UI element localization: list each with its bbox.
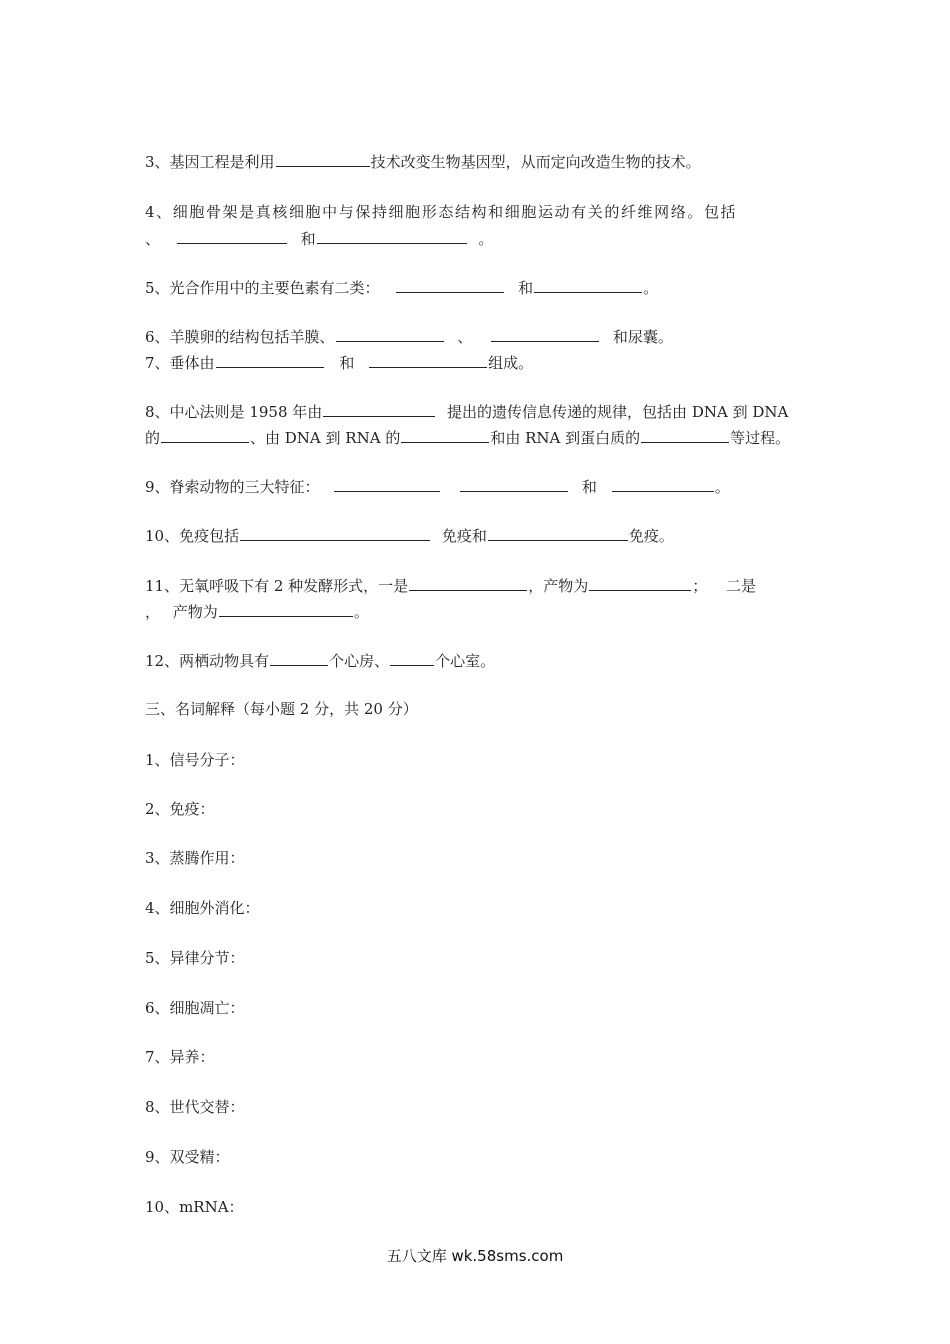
question-text: 、由 DNA 到 RNA 的 bbox=[250, 429, 401, 447]
answer-blank[interactable] bbox=[323, 400, 435, 417]
answer-blank[interactable] bbox=[270, 649, 328, 666]
term-item: 3、蒸腾作用： bbox=[145, 849, 245, 867]
term-item: 2、免疫： bbox=[145, 800, 215, 818]
answer-blank[interactable] bbox=[491, 325, 599, 342]
question-text: 光合作用中的主要色素有二类： bbox=[169, 279, 380, 297]
question-text: 免疫和 bbox=[441, 527, 487, 545]
question-text: 无氧呼吸下有 2 种发酵形式，一是 bbox=[179, 577, 409, 595]
question-number: 10、 bbox=[145, 527, 180, 545]
answer-blank[interactable] bbox=[641, 426, 729, 443]
question-number: 11、 bbox=[145, 577, 180, 595]
term-item: 4、细胞外消化： bbox=[145, 899, 260, 917]
question-3 bbox=[145, 150, 810, 173]
term-item: 9、双受精： bbox=[145, 1148, 230, 1166]
question-text: 、 bbox=[145, 230, 161, 248]
question-8-cont bbox=[145, 426, 810, 449]
question-text: 和 bbox=[518, 279, 534, 297]
question-text: 和 bbox=[300, 230, 316, 248]
question-text: 脊索动物的三大特征： bbox=[169, 478, 320, 496]
question-text: ，产物为 bbox=[528, 577, 589, 595]
question-text: 和 bbox=[339, 354, 355, 372]
question-number: 8、 bbox=[145, 403, 170, 421]
question-number: 3、 bbox=[145, 153, 170, 171]
question-10 bbox=[145, 524, 810, 547]
section-heading: 三、名词解释（每小题 2 分，共 20 分） bbox=[145, 700, 418, 718]
answer-blank[interactable] bbox=[240, 524, 430, 541]
question-text: 两栖动物具有 bbox=[179, 652, 270, 670]
question-text: 技术改变生物基因型，从而定向改造生物的技术。 bbox=[370, 153, 701, 171]
question-text: 、 bbox=[457, 328, 473, 346]
footer-watermark: 五八文库 wk.58sms.com bbox=[386, 1247, 564, 1265]
question-text: 。 bbox=[643, 279, 659, 297]
answer-blank[interactable] bbox=[336, 325, 444, 342]
answer-blank[interactable] bbox=[161, 426, 249, 443]
term-item: 7、异养： bbox=[145, 1048, 215, 1066]
question-text: 。 bbox=[714, 478, 730, 496]
question-number: 4、 bbox=[145, 203, 173, 221]
answer-blank[interactable] bbox=[534, 276, 642, 293]
question-number: 6、 bbox=[145, 328, 170, 346]
answer-blank[interactable] bbox=[276, 150, 370, 167]
question-text: 和尿囊。 bbox=[612, 328, 673, 346]
answer-blank[interactable] bbox=[334, 475, 440, 492]
question-text: ， bbox=[145, 603, 161, 621]
question-text: ； bbox=[692, 577, 708, 595]
term-item: 1、信号分子： bbox=[145, 751, 245, 769]
question-text: 组成。 bbox=[488, 354, 534, 372]
question-11 bbox=[145, 574, 810, 597]
question-4-cont bbox=[145, 227, 810, 250]
question-text: 免疫包括 bbox=[179, 527, 240, 545]
question-text: 的 bbox=[145, 429, 161, 447]
question-text: 等过程。 bbox=[730, 429, 791, 447]
question-7 bbox=[145, 351, 810, 374]
answer-blank[interactable] bbox=[612, 475, 714, 492]
answer-blank[interactable] bbox=[409, 574, 527, 591]
answer-blank[interactable] bbox=[390, 649, 434, 666]
answer-blank[interactable] bbox=[177, 227, 287, 244]
answer-blank[interactable] bbox=[401, 426, 489, 443]
question-text: 。 bbox=[478, 230, 494, 248]
question-4 bbox=[145, 201, 810, 223]
term-item: 8、世代交替： bbox=[145, 1098, 245, 1116]
answer-blank[interactable] bbox=[488, 524, 628, 541]
answer-blank[interactable] bbox=[396, 276, 504, 293]
question-12 bbox=[145, 649, 810, 672]
question-text: 二是 bbox=[726, 577, 757, 595]
answer-blank[interactable] bbox=[460, 475, 568, 492]
term-item: 6、细胞凋亡： bbox=[145, 999, 245, 1017]
question-number: 5、 bbox=[145, 279, 170, 297]
question-number: 9、 bbox=[145, 478, 170, 496]
question-text: 和 bbox=[581, 478, 597, 496]
question-text: 基因工程是利用 bbox=[169, 153, 275, 171]
answer-blank[interactable] bbox=[369, 351, 487, 368]
question-text: 细胞骨架是真核细胞中与保持细胞形态结构和细胞运动有关的纤维网络。包括 bbox=[172, 203, 738, 221]
question-text: 个心房、 bbox=[329, 652, 390, 670]
question-number: 7、 bbox=[145, 354, 170, 372]
question-5 bbox=[145, 276, 810, 299]
question-11-cont bbox=[145, 600, 810, 623]
question-text: 羊膜卵的结构包括羊膜、 bbox=[169, 328, 335, 346]
question-6 bbox=[145, 325, 810, 348]
question-text: 免疫。 bbox=[628, 527, 674, 545]
question-text: 产物为 bbox=[172, 603, 218, 621]
answer-blank[interactable] bbox=[317, 227, 467, 244]
question-9 bbox=[145, 475, 810, 498]
term-item: 5、异律分节： bbox=[145, 949, 245, 967]
question-text: 。 bbox=[353, 603, 369, 621]
question-text: 提出的遗传信息传递的规律，包括由 DNA 到 DNA bbox=[447, 403, 789, 421]
question-text: 个心室。 bbox=[435, 652, 496, 670]
question-8 bbox=[145, 400, 810, 423]
question-text: 和由 RNA 到蛋白质的 bbox=[490, 429, 641, 447]
term-item: 10、mRNA： bbox=[145, 1198, 244, 1216]
question-text: 垂体由 bbox=[169, 354, 215, 372]
question-text: 中心法则是 1958 年由 bbox=[169, 403, 323, 421]
question-number: 12、 bbox=[145, 652, 180, 670]
answer-blank[interactable] bbox=[589, 574, 691, 591]
answer-blank[interactable] bbox=[216, 351, 324, 368]
answer-blank[interactable] bbox=[219, 600, 353, 617]
